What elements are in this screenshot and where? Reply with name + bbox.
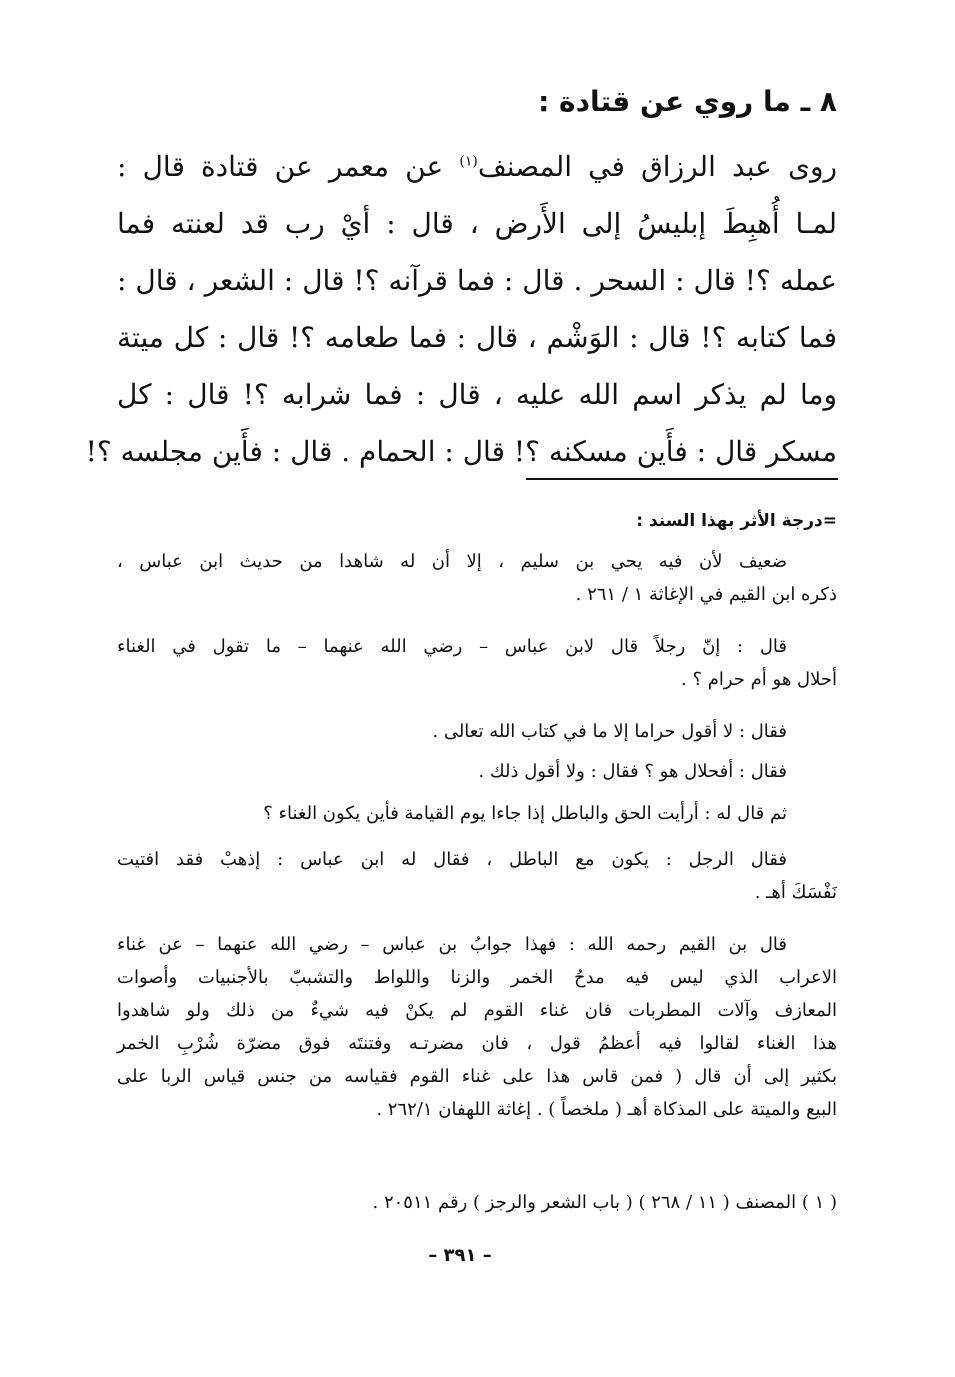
footnote-answer-3 [117, 797, 837, 830]
footnote-line: فقال : لا أقول حراما إلا ما في كتاب الله تعالى . [432, 721, 787, 742]
footnote-answer-1 [117, 715, 837, 748]
footnote-line: نَفْسَكَ أهـ . [754, 882, 837, 903]
footnote-line: فقال الرجل : يكون مع الباطل ، فقال له ابن عباس : إذهبْ فقد افتيت [117, 849, 787, 870]
main-line-start: روى عبد الرزاق في المصنف [477, 150, 837, 183]
main-line: عمله ؟! قال : السحر . قال : فما قرآنه ؟! قال : الشعر ، قال : [117, 264, 837, 297]
main-line [117, 138, 837, 195]
footnote-marker[interactable]: (١) [459, 153, 478, 170]
footnote-title [117, 505, 837, 538]
footnote-line: المعازف وآلات المطربات فان غناء القوم لم يكنْ فيه شيءٌ من ذلك ولو شاهدوا [117, 1000, 837, 1021]
footnote-line: فقال : أفحلال هو ؟ فقال : ولا أقول ذلك . [478, 761, 787, 782]
main-line: وما لم يذكر اسم الله عليه ، قال : فما شرابه ؟! قال : كل [117, 378, 837, 411]
main-line-end: عن معمر عن قتادة قال : [117, 150, 460, 183]
section-heading: ٨ ـ ما روي عن قتادة : [538, 85, 837, 118]
footnote-line: البيع والميتة على المذكاة أهـ ( ملخصاً ) . إغاثة اللهفان ٢٦٢/١ . [376, 1099, 837, 1120]
footnote-reference-text: ( ١ ) المصنف ( ١١ / ٢٦٨ ) ( باب الشعر والرجز ) رقم ٢٠٥١١ . [372, 1192, 837, 1213]
footnote-ibn-qayyim [117, 928, 837, 1126]
footnote-line: ثم قال له : أرأيت الحق والباطل إذا جاءا يوم القيامة فأين يكون الغناء ؟ [263, 803, 787, 824]
footnote-answer-4 [117, 843, 837, 909]
main-text [85, 138, 837, 480]
footnote-grade [117, 545, 837, 611]
footnote-title-text: =درجة الأثر بهذا السند : [636, 511, 837, 531]
footnote-line: هذا الغناء لقالوا فيه أعظمُ قول ، فان مضرتـه وفتنتَه فوق مضرّة شُرْبِ الخمر [117, 1033, 837, 1054]
main-line: لمـا أُهبِطَ إبليسُ إلى الأَرض ، قال : أيْ رب قد لعنته فما [117, 207, 837, 240]
main-line: فما كتابه ؟! قال : الوَشْم ، قال : فما طعامه ؟! قال : كل ميتة [117, 321, 837, 354]
footnote-line: قال : إنّ رجلاً قال لابن عباس – رضي الله عنهما – ما تقول في الغناء [117, 636, 787, 657]
footnote-line: قال بن القيم رحمه الله : فهذا جوابُ بن عباس – رضي الله عنهما – عن غناء [117, 934, 787, 955]
footnote-answer-2 [117, 755, 837, 788]
footnote-line: ذكره ابن القيم في الإغاثة ١ / ٢٦١ . [575, 584, 837, 605]
main-line: مسكر قال : فأَين مسكنه ؟! قال : الحمام . قال : فأَين مجلسه ؟! [85, 435, 837, 468]
footnote-line: أحلال هو أم حرام ؟ . [681, 669, 837, 690]
footnote-line: الاعراب الذي ليس فيه مدحُ الخمر والزنا واللواط والتشببّ بالأجنبيات وأصوات [117, 967, 837, 988]
footnote-reference [117, 1186, 837, 1219]
page-number: – ٣٩١ – [428, 1245, 492, 1266]
footnote-divider [526, 478, 838, 480]
footnote-question [117, 630, 837, 696]
footnote-line: بكثير إلى أن قال ( فمن قاس هذا على غناء القوم فقياسه من جنس قياس الربا على [117, 1066, 837, 1087]
footnote-line: ضعيف لأن فيه يحي بن سليم ، إلا أن له شاهدا من حديث ابن عباس ، [117, 551, 787, 572]
